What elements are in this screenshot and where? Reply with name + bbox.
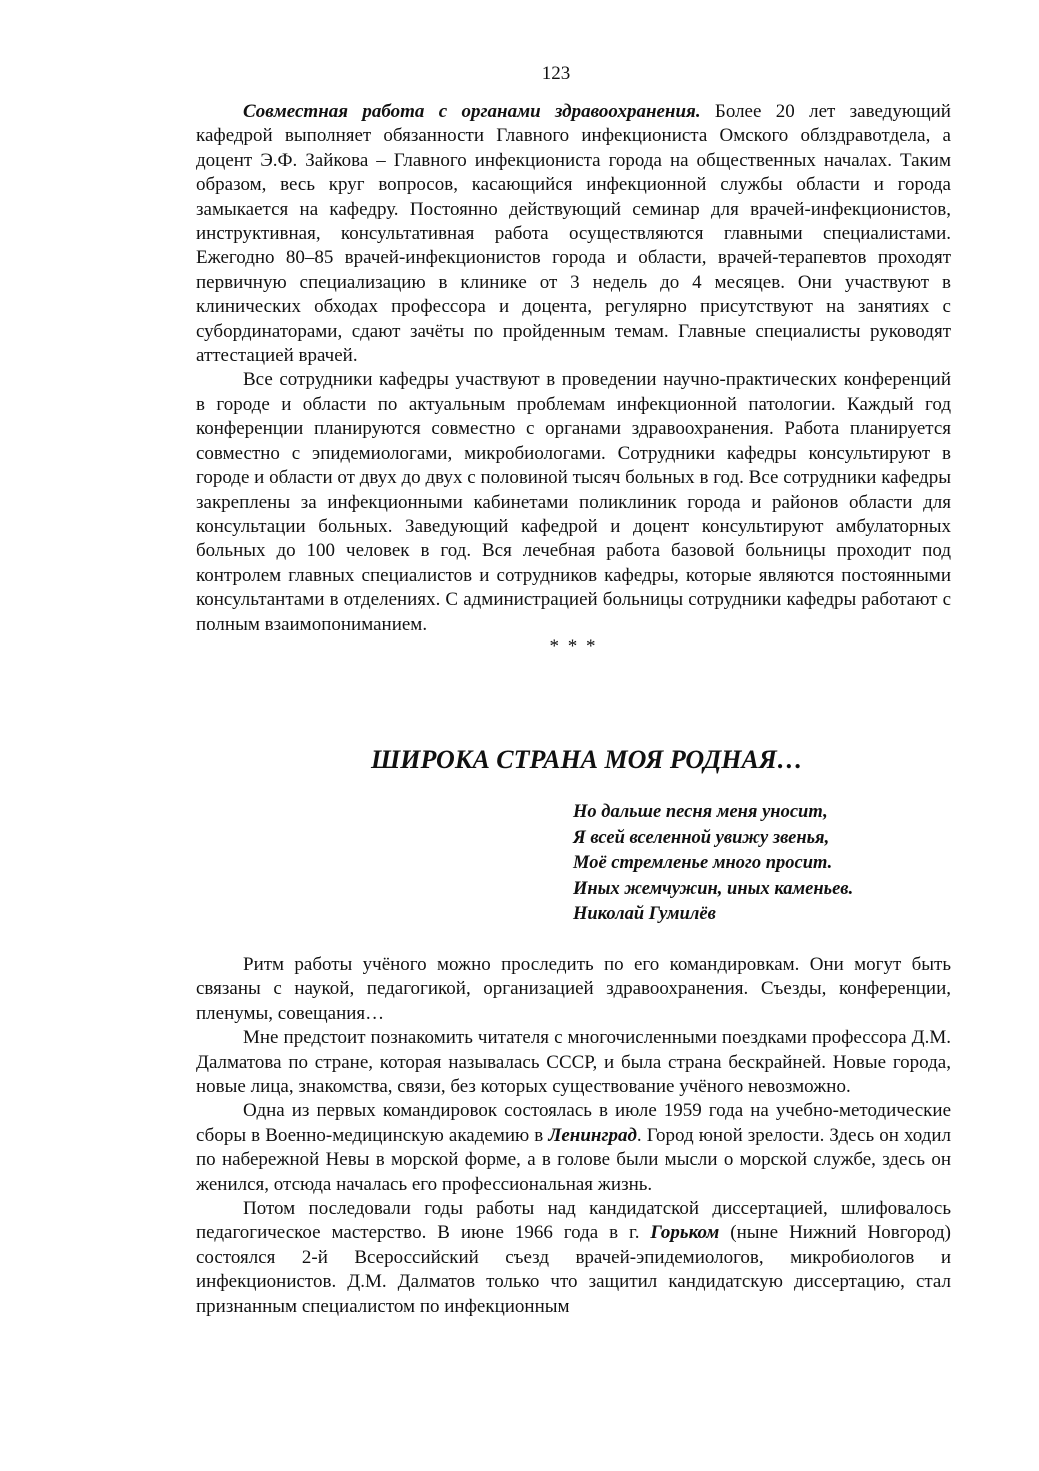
epigraph-author: Николай Гумилёв (573, 904, 716, 924)
place-name-gorky: Горьком (650, 1222, 720, 1244)
epigraph (573, 800, 933, 928)
section-cooperation (196, 100, 951, 657)
chapter-title: ШИРОКА СТРАНА МОЯ РОДНАЯ… (371, 745, 803, 774)
paragraph-gorky (196, 1197, 951, 1319)
paragraph-text: Одна из первых командировок состоялась в июле 1959 года на учебно-методические сборы в Военно-медицинскую академию в (196, 1100, 951, 1146)
epigraph-line: Моё стремленье много просит. (573, 853, 833, 873)
page-number: 123 (541, 63, 571, 84)
section-trips (196, 953, 951, 1319)
paragraph-introduction: Мне предстоит познакомить читателя с многочисленными поездками профессора Д.М. Далматова по стране, которая называлась СССР, и была страна бескрайней. Новые города, новые лица, знакомства, связи, без которых существование учёного невозможно. (196, 1027, 951, 1098)
epigraph-line: Но дальше песня меня уносит, (573, 802, 828, 822)
epigraph-line: Я всей вселенной увижу звенья, (573, 827, 830, 848)
paragraph-text: Более 20 лет заведующий кафедрой выполняет обязанности Главного инфекциониста Омского облздравотдела, а доцент Э.Ф. Зайкова – Главного инфекциониста города на общественных началах. Таким образом, весь круг вопросов, касающийся инфекционной службы области и города замыкается на кафедру. Постоянно действующий семинар для врачей-инфекционистов, инструктивная, консультативная работа осуществляются главными специалистами. Ежегодно 80–85 врачей-инфекционистов города и области, врачей-терапевтов проходят первичную специализацию в клинике от 3 недель до 4 месяцев. Они участвуют в клинических обходах профессора и доцента, регулярно присутствуют на занятиях с субординаторами, сдают зачёты по пройденным темам. Главные специалисты руководят аттестацией врачей. (196, 101, 951, 367)
paragraph-leningrad (196, 1099, 951, 1197)
epigraph-line: Иных жемчужин, иных каменьев. (573, 878, 854, 899)
paragraph-text: Потом последовали годы работы над кандидатской диссертацией, шлифовалось педагогическое мастерство. В июне 1966 года в г. (196, 1198, 951, 1244)
paragraph-text: . Город юной зрелости. Здесь он ходил по набережной Невы в морской форме, а в голове были мысли о морской службе, здесь он женился, отсюда началась его профессиональная жизнь. (196, 1124, 951, 1195)
paragraph-rhythm: Ритм работы учёного можно проследить по его командировкам. Они могут быть связаны с наукой, педагогикой, организацией здравоохранения. Съезды, конференции, пленумы, совещания… (196, 954, 951, 1024)
paragraph-cooperation-intro (196, 100, 951, 368)
paragraph-lead-heading: Совместная работа с органами здравоохранения. (243, 101, 701, 122)
paragraph-conferences: Все сотрудники кафедры участвуют в проведении научно-практических конференций в городе и области по актуальным проблемам инфекционной патологии. Каждый год конференции планируются совместно с органами здравоохранения. Работа планируется совместно с эпидемиологами, микробиологами. Сотрудники кафедры консультируют в городе и области от двух до двух с половиной тысяч больных в год. Все сотрудники кафедры закреплены за инфекционными кабинетами поликлиник города и районов области для консультации больных. Заведующий кафедрой и доцент консультируют амбулаторных больных до 100 человек в год. Вся лечебная работа базовой больницы проходит под контролем главных специалистов и сотрудников кафедры, которые являются постоянными консультантами в отделениях. С администрацией больницы сотрудники кафедры работают с полным взаимопониманием. (196, 369, 951, 635)
place-name-leningrad: Ленинград (548, 1124, 637, 1146)
paragraph-text: (ныне Нижний Новгород) состоялся 2-й Всероссийский съезд врачей-эпидемиологов, микробиологов и инфекционистов. Д.М. Далматов только что защитил кандидатскую диссертацию, стал признанным специалистом по инфекционным (196, 1222, 952, 1317)
section-separator: * * * (549, 635, 598, 657)
